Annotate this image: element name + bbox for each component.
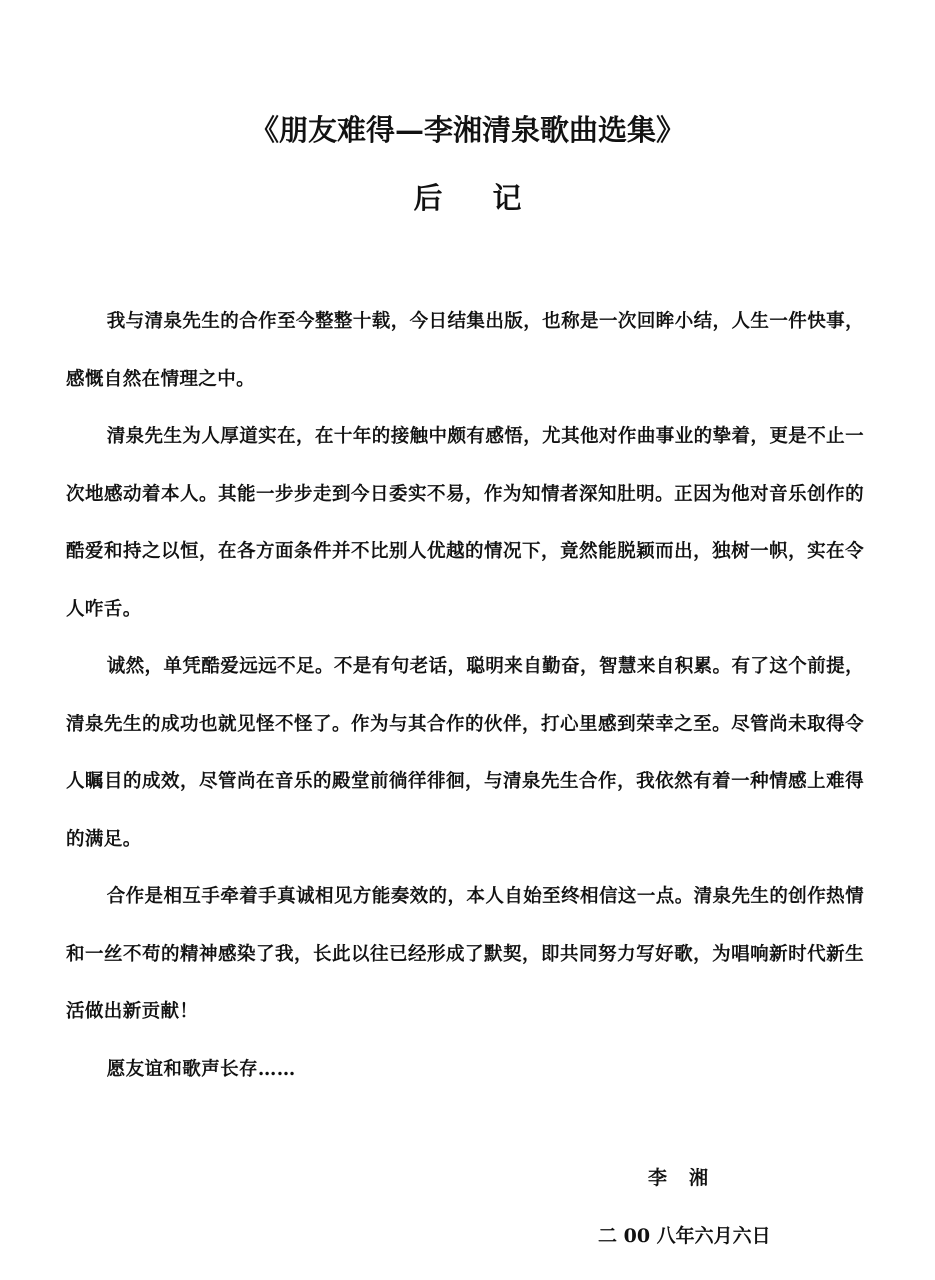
section-title-char-1: 后 bbox=[413, 181, 443, 215]
paragraph-4: 合作是相互手牵着手真诚相见方能奏效的，本人自始至终相信这一点。清泉先生的创作热情和一丝不苟的精神感染了我，长此以往已经形成了默契，即共同努力写好歌，为唱响新时代新生活做出新贡献！ bbox=[66, 886, 864, 1022]
section-title bbox=[0, 176, 935, 220]
paragraph-1: 我与清泉先生的合作至今整整十载，今日结集出版，也称是一次回眸小结，人生一件快事，感慨自然在情理之中。 bbox=[66, 311, 864, 390]
signature-char-2: 湘 bbox=[689, 1167, 709, 1189]
signature-char-1: 李 bbox=[648, 1167, 668, 1189]
author-signature bbox=[648, 1160, 708, 1196]
afterword-body bbox=[66, 293, 864, 1098]
section-title-char-2: 记 bbox=[492, 181, 522, 215]
paragraph-2: 清泉先生为人厚道实在，在十年的接触中颇有感悟，尤其他对作曲事业的挚着，更是不止一次地感动着本人。其能一步步走到今日委实不易，作为知情者深知肚明。正因为他对音乐创作的酷爱和持之以恒，在各方面条件并不比别人优越的情况下，竟然能脱颖而出，独树一帜，实在令人咋舌。 bbox=[66, 426, 864, 620]
signature-date: 二 00 八年六月六日 bbox=[598, 1225, 771, 1247]
paragraph-5: 愿友谊和歌声长存…… bbox=[106, 1058, 296, 1080]
book-title: 《朋友难得—李湘清泉歌曲选集》 bbox=[249, 113, 685, 147]
paragraph-3: 诚然，单凭酷爱远远不足。不是有句老话，聪明来自勤奋，智慧来自积累。有了这个前提，清泉先生的成功也就见怪不怪了。作为与其合作的伙伴，打心里感到荣幸之至。尽管尚未取得令人瞩目的成效，尽管尚在音乐的殿堂前徜徉徘徊，与清泉先生合作，我依然有着一种情感上难得的满足。 bbox=[66, 656, 864, 850]
